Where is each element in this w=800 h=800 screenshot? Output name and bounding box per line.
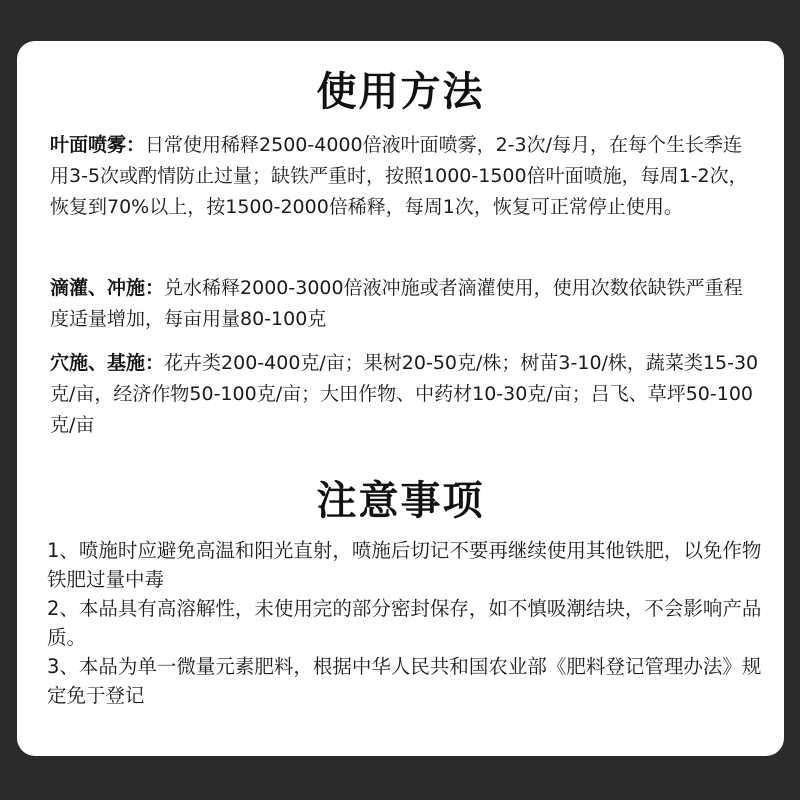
foliar-spray-text: 日常使用稀释2500-4000倍液叶面喷雾，2-3次/每月，在每个生长季连用3-5次或酌情防止过量；缺铁严重时，按照1000-1500倍叶面喷施，每周1-2次，恢复到70%以上，按1500-2000倍稀释，每周1次，恢复可正常停止使用。	[50, 134, 748, 218]
notice-item: 1、喷施时应避免高温和阳光直射，喷施后切记不要再继续使用其他铁肥，以免作物铁肥过量中毒	[47, 539, 762, 591]
usage-title: 使用方法	[316, 69, 485, 115]
notice-item: 2、本品具有高溶解性，未使用完的部分密封保存，如不慎吸潮结块，不会影响产品质。	[47, 597, 762, 649]
notice-title: 注意事项	[316, 478, 485, 524]
foliar-spray-label: 叶面喷雾：	[50, 134, 146, 156]
drip-irrigation-label: 滴灌、冲施：	[50, 277, 165, 299]
hole-application-paragraph	[50, 348, 760, 441]
drip-irrigation-paragraph	[50, 273, 760, 335]
foliar-spray-paragraph	[50, 130, 760, 223]
instruction-card	[17, 41, 784, 756]
notice-list	[47, 536, 763, 710]
drip-irrigation-text: 兑水稀释2000-3000倍液冲施或者滴灌使用，使用次数依缺铁严重程度适量增加，每亩用量80-100克	[50, 277, 743, 330]
hole-application-text: 花卉类200-400克/亩；果树20-50克/株；树苗3-10/株，蔬菜类15-30克/亩，经济作物50-100克/亩；大田作物、中药材10-30克/亩；吕飞、草坪50-100克/亩	[50, 352, 759, 436]
notice-item: 3、本品为单一微量元素肥料，根据中华人民共和国农业部《肥料登记管理办法》规定免于登记	[47, 655, 762, 707]
hole-application-label: 穴施、基施：	[50, 352, 165, 374]
